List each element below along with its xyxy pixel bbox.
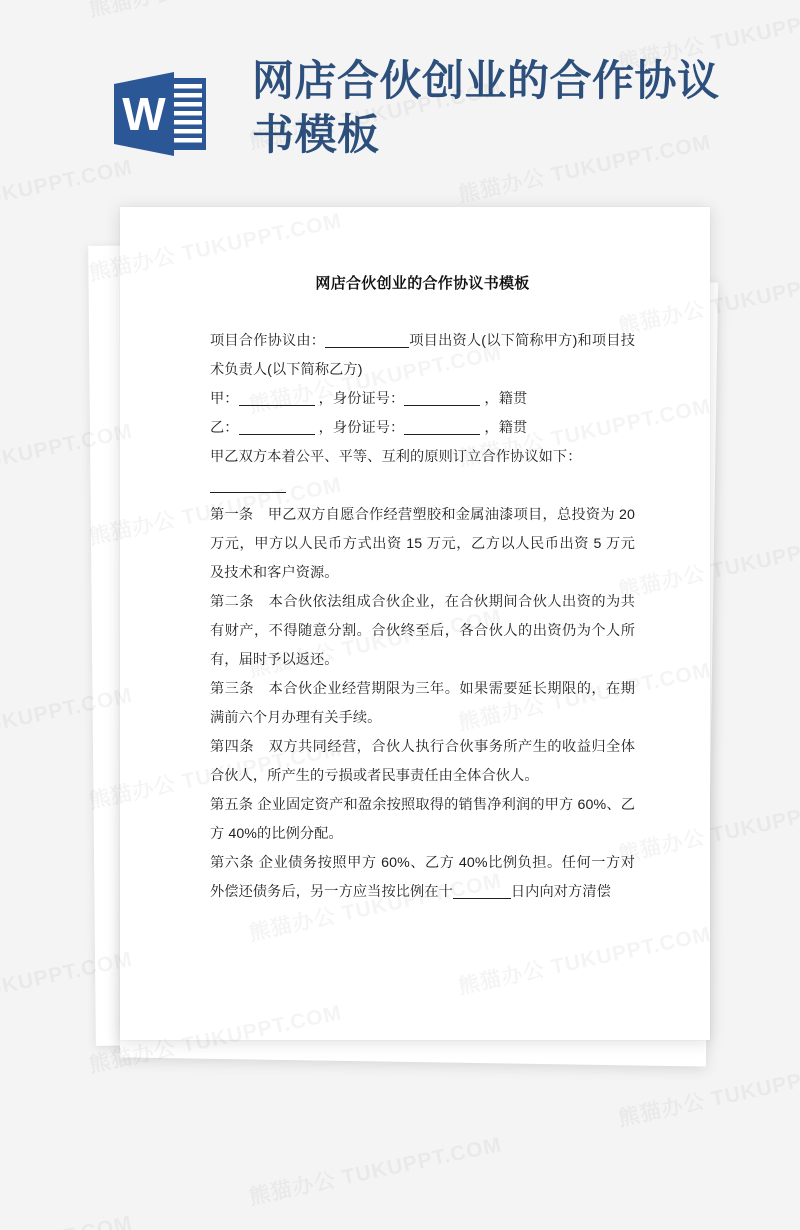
page-sheet-main[interactable] [120, 207, 710, 1040]
document-paragraph-list [210, 327, 635, 907]
paragraph-party-a: 甲： ，身份证号： ，籍贯 [210, 391, 528, 407]
paragraph-party-b: 乙： ，身份证号： ，籍贯 [210, 420, 528, 436]
fill-in-blank [239, 434, 315, 435]
paragraph-article-1: 第一条 甲乙双方自愿合作经营塑胶和金属油漆项目，总投资为 20 万元，甲方以人民币方式出资 15 万元，乙方以人民币出资 5 万元及技术和客户资源。 [210, 507, 635, 581]
paragraph-article-6: 第六条 企业债务按照甲方 60%、乙方 40%比例负担。任何一方对外偿还债务后，另一方应当按比例在十 日内向对方清偿 [210, 855, 635, 900]
paragraph-article-3: 第三条 本合伙企业经营期限为三年。如果需要延长期限的，在期满前六个月办理有关手续。 [210, 681, 635, 726]
document-content [210, 272, 635, 907]
fill-in-blank [404, 405, 480, 406]
page-title: 网店合伙创业的合作协议书模板 [252, 59, 720, 159]
document-title: 网店合伙创业的合作协议书模板 [315, 275, 530, 292]
paragraph-divider-line [210, 472, 635, 501]
fill-in-blank [404, 434, 480, 435]
watermark-text [0, 1207, 135, 1230]
fill-in-blank [239, 405, 315, 406]
watermark-text [246, 1128, 504, 1211]
fill-in-blank [453, 898, 511, 899]
svg-text:W: W [122, 88, 166, 140]
paragraph-article-2: 第二条 本合伙依法组成合伙企业，在合伙期间合伙人出资的为共有财产，不得随意分割。合伙终至后，各合伙人的出资仍为个人所有，届时予以返还。 [210, 594, 635, 668]
paragraph-article-4: 第四条 双方共同经营，合伙人执行合伙事务所产生的收益归全体合伙人，所产生的亏损或者民事责任由全体合伙人。 [210, 739, 635, 784]
fill-in-blank [325, 347, 409, 348]
paragraph-intro: 项目合作协议由： 项目出资人(以下简称甲方)和项目技术负责人(以下简称乙方) [210, 333, 635, 378]
fill-in-blank [210, 492, 286, 493]
paragraph-principle: 甲乙双方本着公平、平等、互利的原则订立合作协议如下： [210, 449, 582, 465]
paragraph-article-5: 第五条 企业固定资产和盈余按照取得的销售净利润的甲方 60%、乙方 40%的比例分配。 [210, 797, 635, 842]
